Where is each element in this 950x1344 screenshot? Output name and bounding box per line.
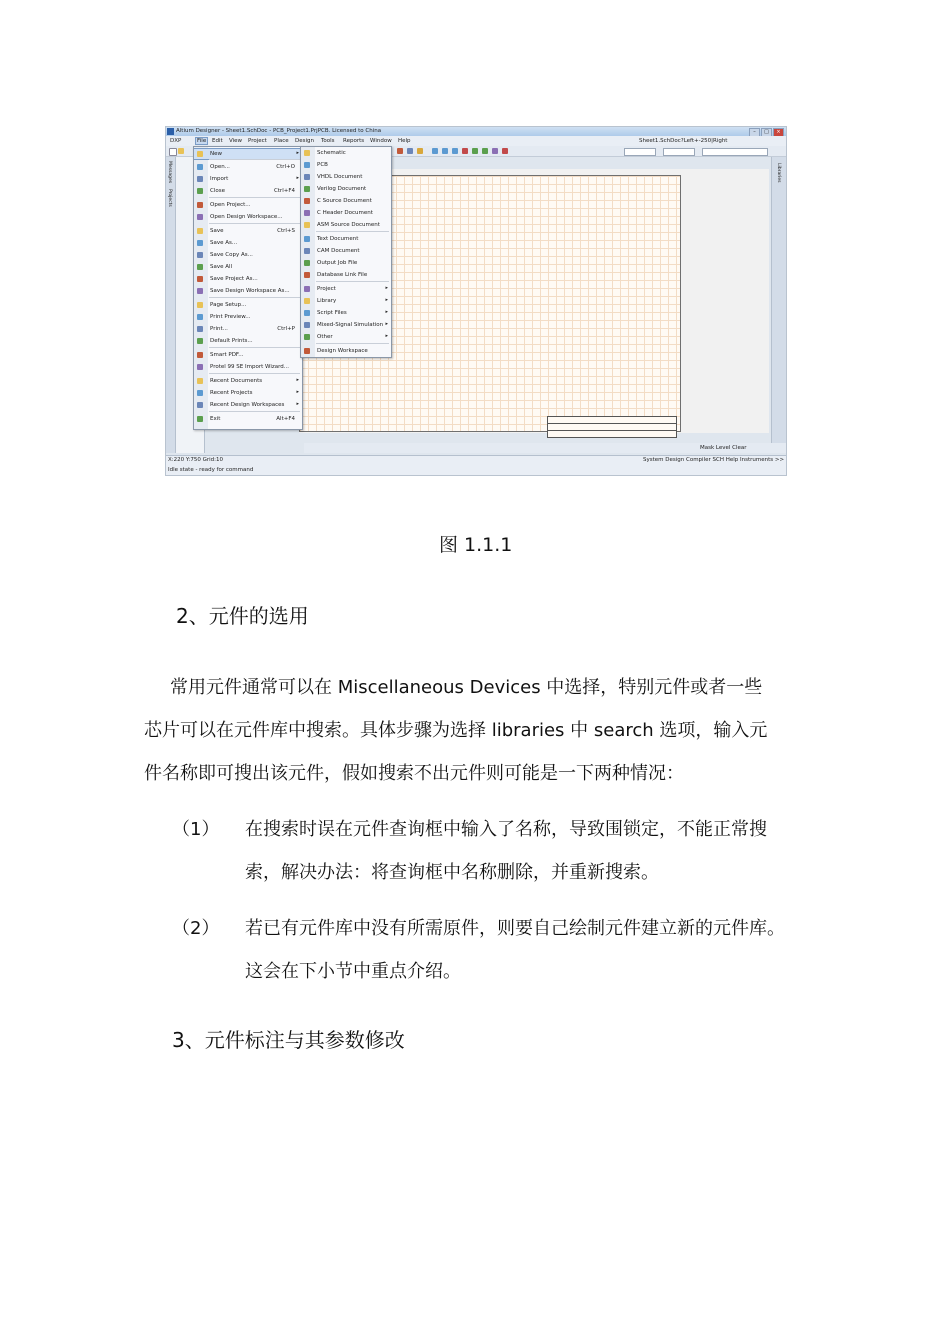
menu-item-default-prints[interactable]: [194, 336, 302, 346]
paragraph-line-3: 件名称即可搜出该元件，假如搜索不出元件则可能是一下两种情况：: [144, 763, 684, 784]
menu-item-shortcut: Ctrl+O: [276, 164, 295, 170]
menu-item-label: Project: [317, 286, 336, 292]
menu-item-label: Save Copy As...: [210, 252, 253, 258]
submenu-arrow-icon: ▸: [296, 389, 299, 395]
menu-separator: [316, 281, 389, 282]
menu-separator: [316, 231, 389, 232]
status-message: Idle state - ready for command: [168, 467, 254, 473]
menu-item-save-project-as[interactable]: [194, 274, 302, 284]
menu-project[interactable]: Project: [248, 138, 267, 144]
menu-item-label: Open...: [210, 164, 230, 170]
text-document-icon: [304, 236, 310, 242]
section-2-heading: 2、元件的选用: [176, 604, 309, 628]
menu-item-import[interactable]: [194, 174, 302, 184]
menu-item-c-source-document[interactable]: [301, 196, 391, 206]
side-tab-panel: [166, 157, 176, 453]
document-path: Sheet1.SchDoc?Left+-250|Right: [639, 138, 728, 144]
submenu-arrow-icon: ▸: [385, 333, 388, 339]
power-port-icon[interactable]: [442, 148, 448, 154]
open-design-workspace-icon: [197, 214, 203, 220]
menu-item-label: Default Prints...: [210, 338, 253, 344]
mixed-signal-simulation-icon: [304, 322, 310, 328]
menu-item-label: Smart PDF...: [210, 352, 244, 358]
menu-separator: [209, 347, 300, 348]
menu-item-label: Save: [210, 228, 224, 234]
toolbar-combo-3[interactable]: [702, 148, 768, 156]
menu-item-label: Exit: [210, 416, 221, 422]
menu-item-schematic[interactable]: [301, 148, 391, 158]
menu-item-label: Other: [317, 334, 333, 340]
menu-item-cam-document[interactable]: [301, 246, 391, 256]
menu-item-shortcut: Ctrl+S: [277, 228, 295, 234]
menu-separator: [209, 411, 300, 412]
menu-item-label: Library: [317, 298, 337, 304]
file-menu[interactable]: [193, 146, 303, 430]
menu-item-label: Mixed-Signal Simulation: [317, 322, 384, 328]
page-setup-icon: [197, 302, 203, 308]
database-link-file-icon: [304, 272, 310, 278]
menu-item-script-files[interactable]: [301, 308, 391, 318]
cam-document-icon: [304, 248, 310, 254]
menu-item-protel-99-se-import-wizard[interactable]: [194, 362, 302, 372]
menu-separator: [209, 159, 300, 160]
status-panels[interactable]: System Design Compiler SCH Help Instruments >>: [643, 457, 785, 463]
submenu-arrow-icon: ▸: [385, 321, 388, 327]
menu-item-label: Schematic: [317, 150, 346, 156]
menu-item-label: Import: [210, 176, 229, 182]
section-3-heading: 3、元件标注与其参数修改: [172, 1028, 405, 1052]
menu-item-label: Design Workspace: [317, 348, 368, 354]
zoom-icon[interactable]: [407, 148, 413, 154]
menu-item-label: Save All: [210, 264, 233, 270]
menu-design[interactable]: Design: [295, 138, 314, 144]
list-item-1-line-2: 索，解决办法：将查询框中名称删除，并重新搜索。: [245, 862, 659, 883]
menu-item-label: Save As...: [210, 240, 238, 246]
title-block: [547, 416, 677, 438]
menu-item-label: Close: [210, 188, 225, 194]
menu-item-label: Text Document: [317, 236, 359, 242]
exit-icon: [197, 416, 203, 422]
tab-libraries[interactable]: Libraries: [776, 163, 781, 183]
save-copy-as-icon: [197, 252, 203, 258]
menu-item-label: ASM Source Document: [317, 222, 380, 228]
maximize-icon[interactable]: □: [761, 128, 772, 137]
vhdl-document-icon: [304, 174, 310, 180]
menu-item-label: PCB: [317, 162, 328, 168]
minimize-icon[interactable]: –: [749, 128, 760, 137]
menu-separator: [209, 223, 300, 224]
pcb-icon: [304, 162, 310, 168]
menu-place[interactable]: Place: [274, 138, 289, 144]
altium-screenshot: [165, 126, 787, 476]
menu-item-label: Recent Projects: [210, 390, 253, 396]
menu-item-label: Open Design Workspace...: [210, 214, 283, 220]
menu-item-c-header-document[interactable]: [301, 208, 391, 218]
menu-item-label: CAM Document: [317, 248, 360, 254]
save-as-icon: [197, 240, 203, 246]
menu-item-label: New: [210, 151, 222, 157]
schematic-icon: [304, 150, 310, 156]
menu-item-asm-source-document[interactable]: [301, 220, 391, 230]
menu-edit[interactable]: Edit: [212, 138, 223, 144]
menu-item-label: C Source Document: [317, 198, 372, 204]
open-project-icon: [197, 202, 203, 208]
menu-item-label: Print Preview...: [210, 314, 251, 320]
bus-tool-icon[interactable]: [417, 148, 423, 154]
script-files-icon: [304, 310, 310, 316]
import-icon: [197, 176, 203, 182]
menu-item-save-all[interactable]: [194, 262, 302, 272]
menu-item-label: VHDL Document: [317, 174, 363, 180]
menu-bar: [166, 136, 786, 146]
menu-item-library[interactable]: [301, 296, 391, 306]
menu-item-save-copy-as[interactable]: [194, 250, 302, 260]
menu-item-label: Recent Design Workspaces: [210, 402, 285, 408]
c-source-document-icon: [304, 198, 310, 204]
menu-item-label: Verilog Document: [317, 186, 367, 192]
paragraph-line-1: 常用元件通常可以在 Miscellaneous Devices 中选择，特别元件或者一些: [170, 677, 763, 698]
menu-item-verilog-document[interactable]: [301, 184, 391, 194]
toolbar-combo-1[interactable]: [624, 148, 656, 156]
list-item-1-line-1: 在搜索时误在元件查询框中输入了名称，导致围锁定，不能正常搜: [245, 819, 767, 840]
menu-item-pcb[interactable]: [301, 160, 391, 170]
menu-item-label: Print...: [210, 326, 228, 332]
list-item-2-number: （2）: [172, 918, 220, 939]
bottom-bar: [304, 443, 786, 453]
menu-item-open-design-workspace[interactable]: [194, 212, 302, 222]
menu-item-shortcut: Ctrl+P: [277, 326, 295, 332]
junction-icon[interactable]: [462, 148, 468, 154]
menu-help[interactable]: Help: [398, 138, 411, 144]
save-all-icon: [197, 264, 203, 270]
menu-item-text-document[interactable]: [301, 234, 391, 244]
menu-item-label: Database Link File: [317, 272, 368, 278]
library-icon: [304, 298, 310, 304]
menu-item-save-as[interactable]: [194, 238, 302, 248]
tab-messages[interactable]: Messages: [167, 161, 172, 184]
menu-item-open[interactable]: [194, 162, 302, 172]
save-icon: [197, 228, 203, 234]
save-project-as-icon: [197, 276, 203, 282]
menu-item-output-job-file[interactable]: [301, 258, 391, 268]
status-bar: [166, 455, 786, 476]
recent-documents-icon: [197, 378, 203, 384]
menu-item-page-setup[interactable]: [194, 300, 302, 310]
menu-item-database-link-file[interactable]: [301, 270, 391, 280]
menu-item-recent-documents[interactable]: [194, 376, 302, 386]
paragraph-line-2: 芯片可以在元件库中搜索。具体步骤为选择 libraries 中 search 选项，输入元: [144, 720, 768, 741]
figure-caption: 图 1.1.1: [439, 534, 513, 556]
sheet-entry-icon[interactable]: [492, 148, 498, 154]
list-item-2-line-1: 若已有元件库中没有所需原件，则要自己绘制元件建立新的元件库。: [245, 918, 785, 939]
open-folder-icon[interactable]: [178, 148, 184, 154]
menu-item-recent-projects[interactable]: [194, 388, 302, 398]
default-prints-icon: [197, 338, 203, 344]
menu-item-other[interactable]: [301, 332, 391, 342]
protel-99-se-import-wizard-icon: [197, 364, 203, 370]
menu-separator: [316, 343, 389, 344]
wire-tool-icon[interactable]: [397, 148, 403, 154]
menu-item-vhdl-document[interactable]: [301, 172, 391, 182]
print-preview-icon: [197, 314, 203, 320]
menu-item-label: Save Project As...: [210, 276, 258, 282]
menu-item-print[interactable]: [194, 324, 302, 334]
menu-item-label: Output Job File: [317, 260, 358, 266]
menu-separator: [209, 197, 300, 198]
menu-file[interactable]: File: [197, 138, 207, 144]
menu-reports[interactable]: Reports: [343, 138, 365, 144]
libraries-panel-tab[interactable]: [771, 157, 786, 453]
toolbar-combo-2[interactable]: [663, 148, 695, 156]
menu-item-label: C Header Document: [317, 210, 373, 216]
menu-item-design-workspace[interactable]: [301, 346, 391, 356]
menu-dxp[interactable]: DXP: [170, 138, 182, 144]
submenu-arrow-icon: ▸: [296, 175, 299, 181]
menu-view[interactable]: View: [229, 138, 243, 144]
save-design-workspace-as-icon: [197, 288, 203, 294]
cursor-coordinates: X:220 Y:750 Grid:10: [168, 457, 223, 463]
smart-pdf-icon: [197, 352, 203, 358]
menu-item-open-project[interactable]: [194, 200, 302, 210]
menu-item-label: Save Design Workspace As...: [210, 288, 290, 294]
mask-level-clear[interactable]: Mask Level Clear: [700, 445, 747, 451]
menu-window[interactable]: Window: [370, 138, 392, 144]
menu-item-mixed-signal-simulation[interactable]: [301, 320, 391, 330]
submenu-arrow-icon: ▸: [296, 401, 299, 407]
submenu-arrow-icon: ▸: [296, 377, 299, 383]
menu-item-exit[interactable]: [194, 414, 302, 424]
cross-icon[interactable]: [502, 148, 508, 154]
menu-item-label: Page Setup...: [210, 302, 247, 308]
menu-item-smart-pdf[interactable]: [194, 350, 302, 360]
close-icon: [197, 188, 203, 194]
menu-item-shortcut: Alt+F4: [276, 416, 295, 422]
submenu-arrow-icon: ▸: [385, 297, 388, 303]
menu-item-recent-design-workspaces[interactable]: [194, 400, 302, 410]
port-icon[interactable]: [452, 148, 458, 154]
submenu-arrow-icon: ▸: [385, 285, 388, 291]
recent-design-workspaces-icon: [197, 402, 203, 408]
menu-item-label: Recent Documents: [210, 378, 263, 384]
menu-item-print-preview[interactable]: [194, 312, 302, 322]
project-icon: [304, 286, 310, 292]
print-icon: [197, 326, 203, 332]
tab-projects[interactable]: Projects: [167, 189, 172, 207]
new-file-icon[interactable]: [169, 148, 177, 156]
menu-item-close[interactable]: [194, 186, 302, 196]
menu-item-shortcut: Ctrl+F4: [273, 188, 295, 194]
asm-source-document-icon: [304, 222, 310, 228]
menu-tools[interactable]: Tools: [321, 138, 335, 144]
place-part-icon[interactable]: [472, 148, 478, 154]
open-icon: [197, 164, 203, 170]
recent-projects-icon: [197, 390, 203, 396]
sheet-symbol-icon[interactable]: [482, 148, 488, 154]
close-icon[interactable]: ×: [773, 128, 784, 137]
design-workspace-icon: [304, 348, 310, 354]
output-job-file-icon: [304, 260, 310, 266]
list-item-1-number: （1）: [172, 819, 220, 840]
menu-item-save-design-workspace-as[interactable]: [194, 286, 302, 296]
net-label-icon[interactable]: [432, 148, 438, 154]
verilog-document-icon: [304, 186, 310, 192]
other-icon: [304, 334, 310, 340]
submenu-arrow-icon: ▸: [296, 150, 299, 156]
title-bar: [166, 127, 786, 136]
window-title: Altium Designer - Sheet1.SchDoc - PCB_Project1.PrjPCB. Licensed to China: [176, 128, 382, 134]
menu-separator: [209, 373, 300, 374]
list-item-2-line-2: 这会在下小节中重点介绍。: [245, 961, 461, 982]
new-submenu[interactable]: [300, 146, 392, 358]
submenu-arrow-icon: ▸: [385, 309, 388, 315]
menu-item-label: Open Project...: [210, 202, 251, 208]
app-icon: [167, 128, 174, 135]
menu-item-project[interactable]: [301, 284, 391, 294]
menu-item-label: Script Files: [317, 310, 347, 316]
menu-item-label: Protel 99 SE Import Wizard...: [210, 364, 290, 370]
c-header-document-icon: [304, 210, 310, 216]
new-icon: [197, 151, 203, 157]
menu-separator: [209, 297, 300, 298]
menu-item-save[interactable]: [194, 226, 302, 236]
